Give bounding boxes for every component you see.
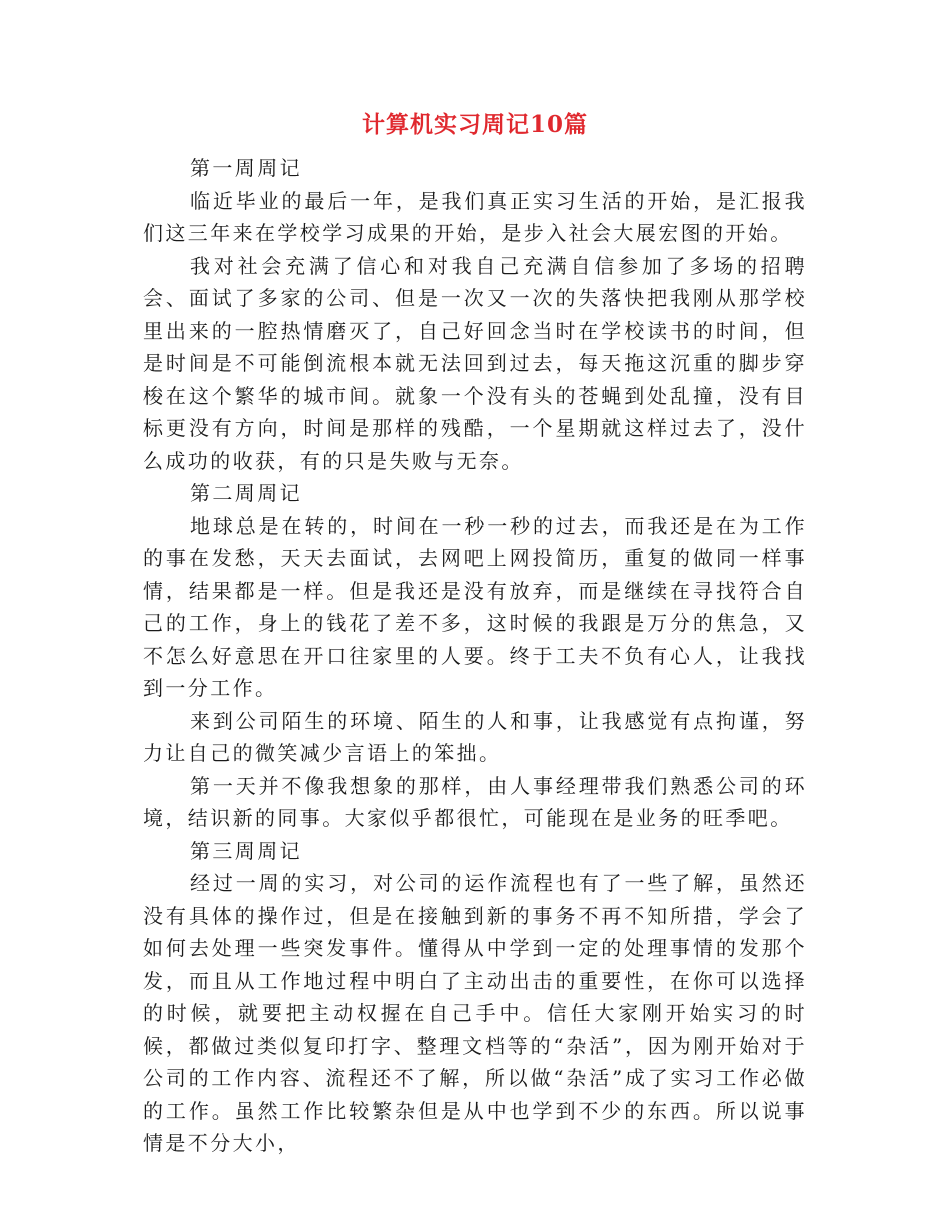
- paragraph: 经过一周的实习，对公司的运作流程也有了一些了解，虽然还没有具体的操作过，但是在接触到新的事务不再不知所措，学会了如何去处理一些突发事件。懂得从中学到一定的处理事情的发那个发，而且从工作地过程中明白了主动出击的重要性，在你可以选择的时候，就要把主动权握在自己手中。信任大家刚开始实习的时候，都做过类似复印打字、整理文档等的“杂活”，因为刚开始对于公司的工作内容、流程还不了解，所以做“杂活”成了实习工作必做的工作。虽然工作比较繁杂但是从中也学到不少的东西。所以说事情是不分大小，: [143, 871, 807, 1155]
- document-title: 计算机实习周记10篇: [361, 111, 588, 138]
- section-heading-week-2: 第二周周记: [190, 481, 302, 505]
- section-heading-week-3: 第三周周记: [190, 838, 302, 863]
- paragraph: 来到公司陌生的环境、陌生的人和事，让我感觉有点拘谨，努力让自己的微笑减少言语上的笨拙。: [143, 708, 807, 765]
- paragraph: 临近毕业的最后一年，是我们真正实习生活的开始，是汇报我们这三年来在学校学习成果的开始，是步入社会大展宏图的开始。: [143, 188, 807, 245]
- paragraph: 第一天并不像我想象的那样，由人事经理带我们熟悉公司的环境，结识新的同事。大家似乎都很忙，可能现在是业务的旺季吧。: [143, 773, 807, 830]
- document-body: [143, 152, 807, 1160]
- section-heading-week-1: 第一周周记: [190, 156, 302, 180]
- paragraph: 我对社会充满了信心和对我自己充满自信参加了多场的招聘会、面试了多家的公司、但是一次又一次的失落快把我刚从那学校里出来的一腔热情磨灭了，自己好回念当时在学校读书的时间，但是时间是不可能倒流根本就无法回到过去，每天拖这沉重的脚步穿梭在这个繁华的城市间。就象一个没有头的苍蝇到处乱撞，没有目标更没有方向，时间是那样的残酷，一个星期就这样过去了，没什么成功的收获，有的只是失败与无奈。: [143, 253, 807, 473]
- document-page: [143, 108, 807, 1160]
- paragraph: 地球总是在转的，时间在一秒一秒的过去，而我还是在为工作的事在发愁，天天去面试，去网吧上网投简历，重复的做同一样事情，结果都是一样。但是我还是没有放弃，而是继续在寻找符合自己的工作，身上的钱花了差不多，这时候的我跟是万分的焦急，又不怎么好意思在开口往家里的人要。终于工夫不负有心人，让我找到一分工作。: [143, 513, 807, 700]
